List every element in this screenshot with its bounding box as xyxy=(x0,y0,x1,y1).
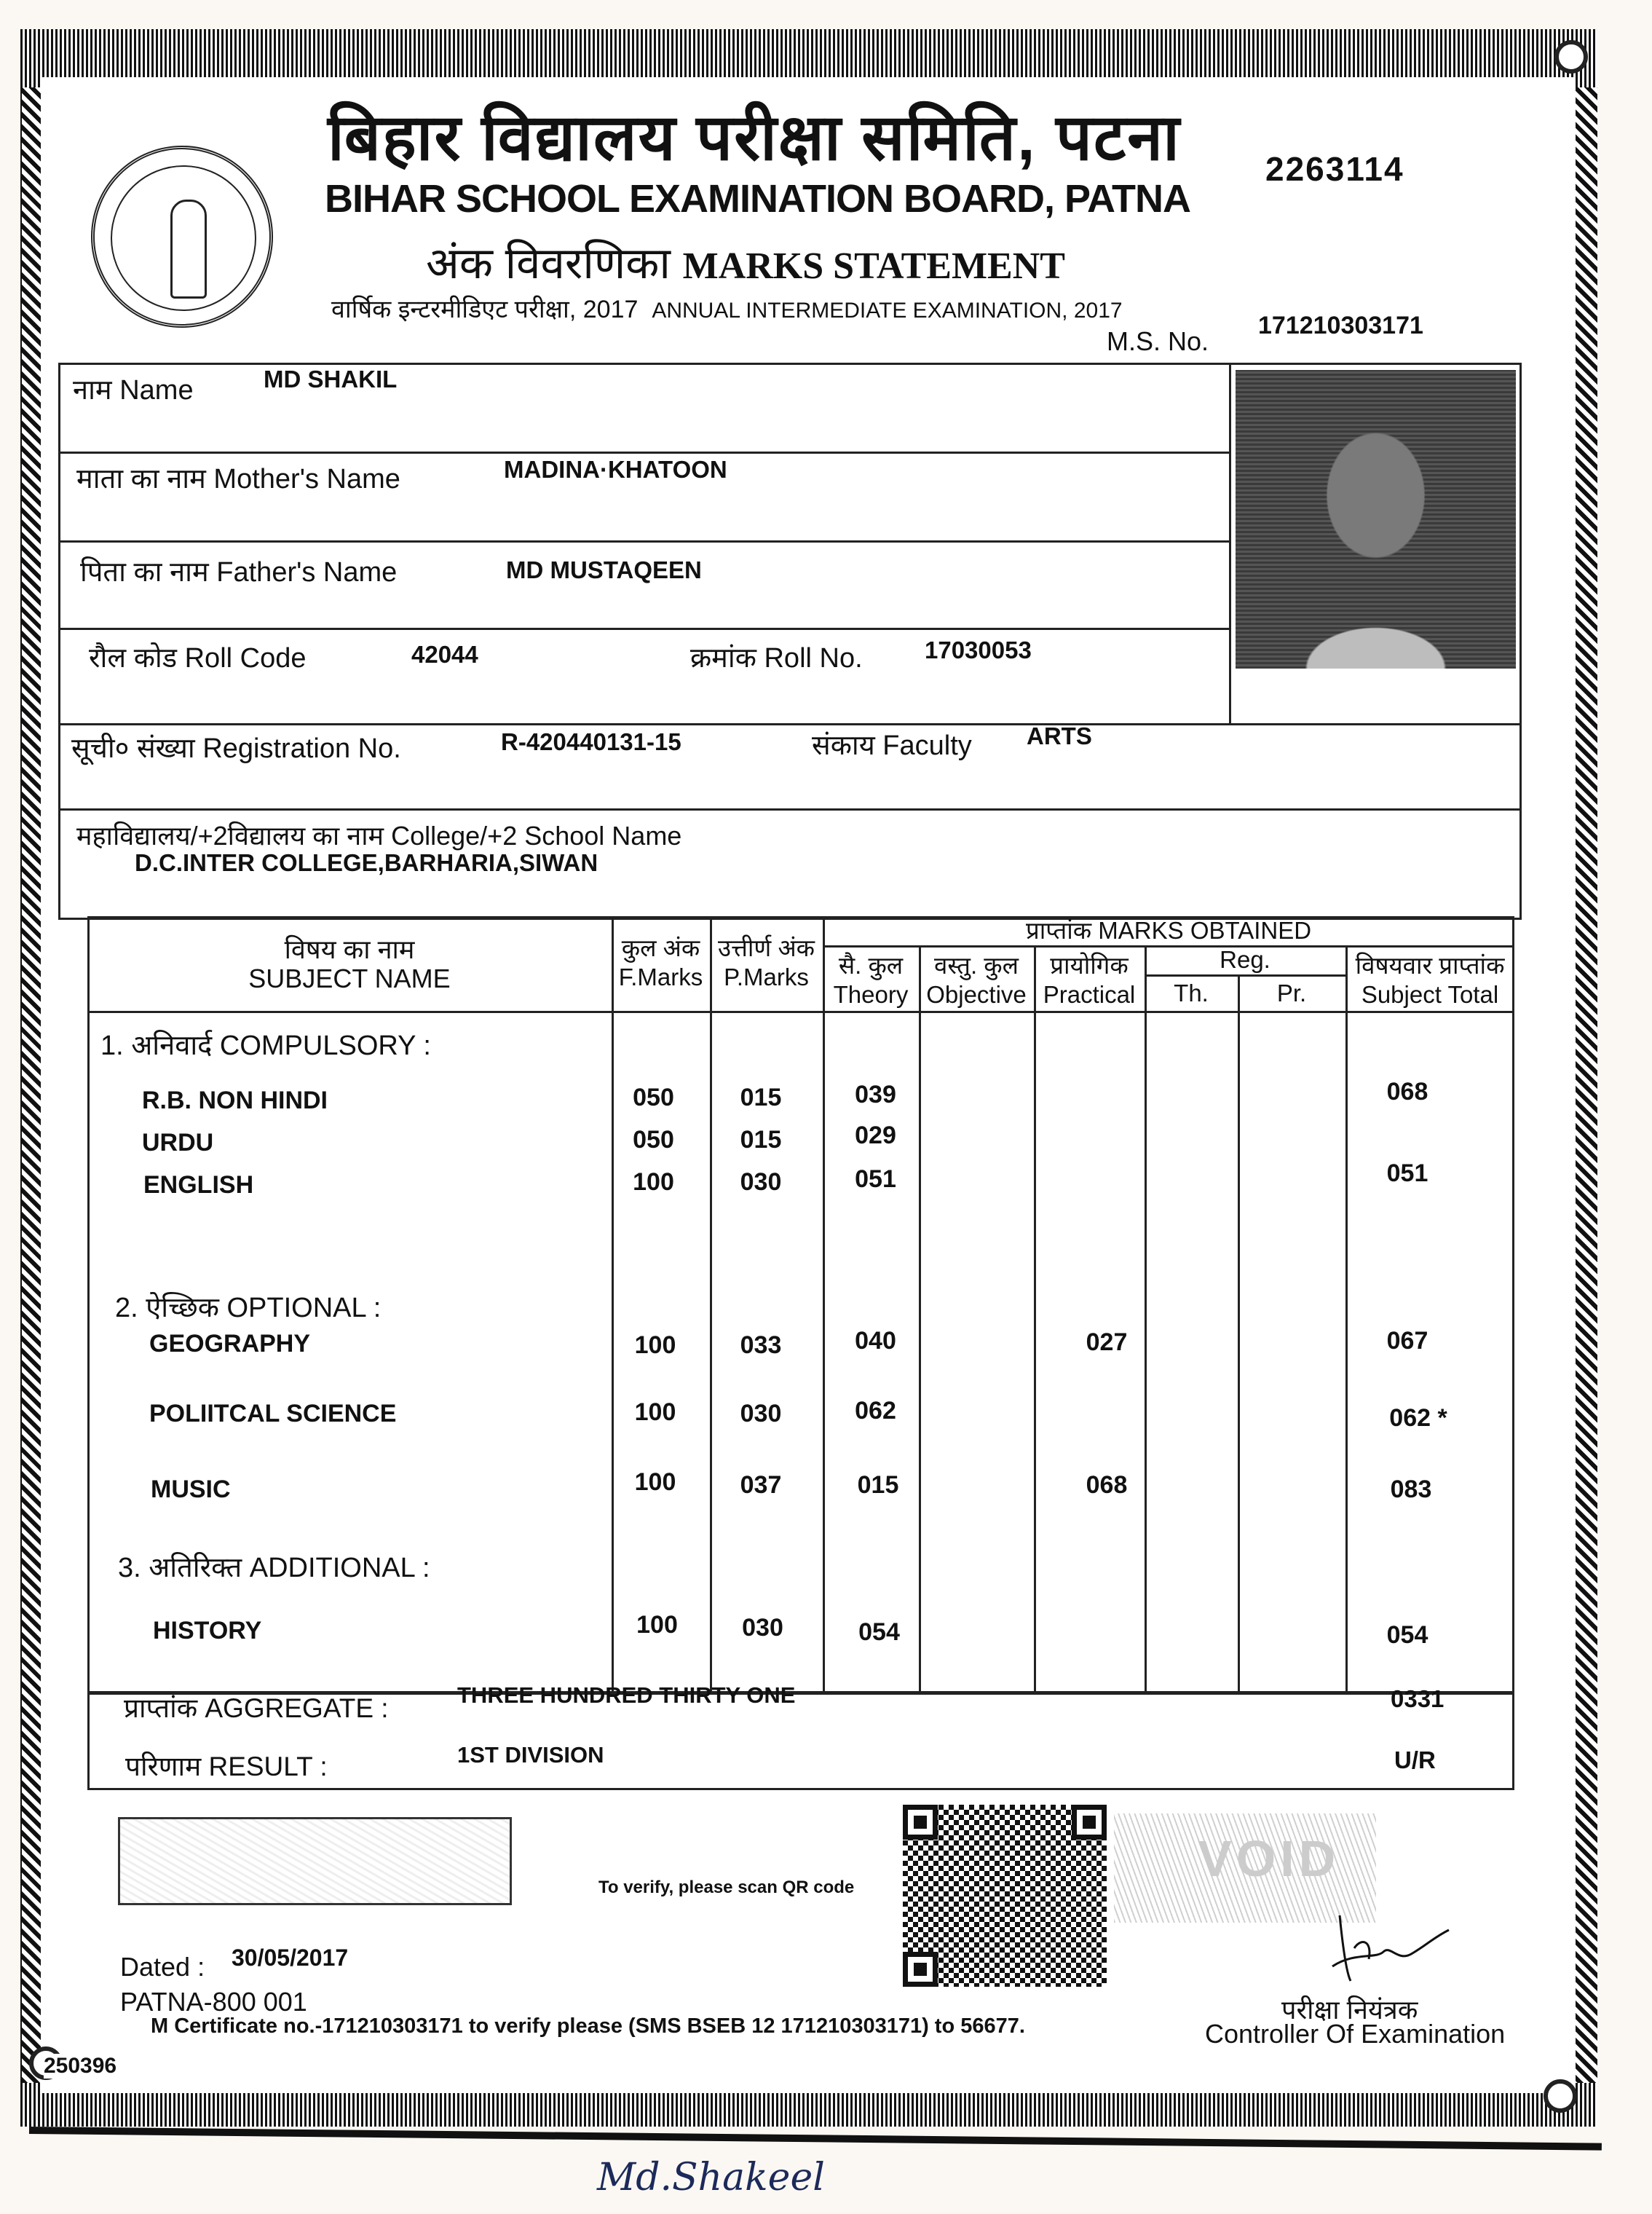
exam-name xyxy=(331,291,1123,325)
qr-finder xyxy=(903,1805,938,1840)
result-division: 1ST DIVISION xyxy=(457,1742,604,1768)
col-divider xyxy=(919,945,921,1693)
page-edge-rule xyxy=(29,2127,1602,2151)
divider xyxy=(58,723,1522,725)
theory-marks: 015 xyxy=(857,1471,899,1499)
practical-marks: 027 xyxy=(1086,1328,1128,1356)
subject-name: POLIITCAL SCIENCE xyxy=(149,1400,397,1427)
reg-divider xyxy=(1145,974,1345,977)
result-code: U/R xyxy=(1394,1746,1436,1773)
practical-marks: 068 xyxy=(1086,1471,1128,1499)
exam-hindi: वार्षिक इन्टरमीडिएट परीक्षा, 2017 xyxy=(331,296,639,323)
full-marks: 100 xyxy=(634,1468,676,1496)
full-marks: 050 xyxy=(633,1126,674,1154)
pass-marks: 015 xyxy=(740,1126,782,1154)
registration-no: R-420440131-15 xyxy=(501,728,681,755)
col-divider xyxy=(1238,974,1240,1693)
dated-label: Dated : xyxy=(120,1952,205,1982)
bottom-serial: 250396 xyxy=(44,2054,117,2078)
result-label: परिणाम RESULT : xyxy=(125,1752,328,1781)
subject-total: 054 xyxy=(1386,1621,1428,1649)
sms-verify-text: M Certificate no.-171210303171 to verify please (SMS BSEB 12 171210303171) to 56677. xyxy=(151,2014,1025,2038)
divider xyxy=(1229,363,1231,725)
col-divider xyxy=(1145,945,1147,1693)
document-type xyxy=(426,232,1065,291)
col-divider xyxy=(1034,945,1036,1693)
issue-place: PATNA-800 001 xyxy=(120,1987,307,2017)
roll-code: 42044 xyxy=(411,641,478,668)
college-name: D.C.INTER COLLEGE,BARHARIA,SIWAN xyxy=(135,849,598,876)
theory-marks: 040 xyxy=(855,1327,896,1355)
header-reg: Reg. xyxy=(1220,946,1270,973)
roll-code-label: रौल कोड Roll Code xyxy=(89,643,307,674)
subject-total: 067 xyxy=(1386,1327,1428,1355)
roll-no: 17030053 xyxy=(925,637,1032,663)
pass-marks: 030 xyxy=(740,1400,782,1427)
ms-number: 171210303171 xyxy=(1258,312,1423,339)
faculty-label: संकाय Faculty xyxy=(812,730,972,761)
issue-date: 30/05/2017 xyxy=(232,1945,349,1971)
mother-name: MADINA·KHATOON xyxy=(504,456,727,483)
header-subject-total: विषयवार प्राप्तांक Subject Total xyxy=(1355,952,1505,1008)
theory-marks: 062 xyxy=(855,1397,896,1425)
corner-hole-icon xyxy=(1554,40,1588,74)
subject-name: HISTORY xyxy=(153,1617,262,1644)
border-pattern-left xyxy=(22,87,54,2083)
aggregate-value: 0331 xyxy=(1391,1685,1444,1712)
registration-label: सूची० संख्या Registration No. xyxy=(71,733,401,764)
student-photo xyxy=(1236,370,1516,669)
header-reg-pr: Pr. xyxy=(1276,980,1307,1006)
subject-name: GEOGRAPHY xyxy=(149,1330,311,1358)
header-subject: विषय का नाम SUBJECT NAME xyxy=(248,934,451,993)
roll-no-label: क्रमांक Roll No. xyxy=(690,643,863,674)
theory-marks: 039 xyxy=(855,1081,896,1108)
theory-marks: 051 xyxy=(855,1165,896,1193)
header-fmarks: कुल अंक F.Marks xyxy=(618,934,703,990)
doc-type-english: MARKS STATEMENT xyxy=(682,245,1065,287)
pass-marks: 030 xyxy=(742,1614,783,1642)
col-divider xyxy=(612,916,614,1693)
pass-marks: 037 xyxy=(740,1471,782,1499)
divider xyxy=(58,628,1229,630)
divider xyxy=(58,452,1229,454)
subject-total: 062 * xyxy=(1389,1404,1447,1432)
hologram-stamp-box xyxy=(118,1817,512,1905)
section-optional: 2. ऐच्छिक OPTIONAL : xyxy=(115,1293,382,1323)
mother-name-label: माता का नाम Mother's Name xyxy=(76,464,400,495)
subject-total: 068 xyxy=(1386,1078,1428,1106)
col-divider xyxy=(1345,945,1348,1693)
full-marks: 100 xyxy=(636,1611,678,1639)
qr-code-icon[interactable] xyxy=(903,1805,1107,1987)
theory-marks: 029 xyxy=(855,1122,896,1149)
board-seal-icon xyxy=(91,146,273,328)
header-marks-obtained: प्राप्तांक MARKS OBTAINED xyxy=(1025,917,1312,944)
corner-hole-icon xyxy=(1544,2079,1577,2113)
controller-title-english: Controller Of Examination xyxy=(1205,2019,1506,2049)
border-pattern-right xyxy=(1565,87,1597,2083)
exam-english: ANNUAL INTERMEDIATE EXAMINATION, 2017 xyxy=(652,299,1123,323)
subject-total: 051 xyxy=(1386,1159,1428,1187)
serial-number: 2263114 xyxy=(1265,150,1404,188)
father-name: MD MUSTAQEEN xyxy=(506,556,702,583)
subject-total: 083 xyxy=(1390,1476,1432,1503)
handwritten-signature: Md.Shakeel xyxy=(597,2156,825,2199)
divider xyxy=(58,540,1229,543)
aggregate-label: प्राप्तांक AGGREGATE : xyxy=(124,1693,389,1723)
pass-marks: 015 xyxy=(740,1084,782,1111)
full-marks: 100 xyxy=(634,1331,676,1359)
theory-marks: 054 xyxy=(858,1618,900,1646)
father-name-label: पिता का नाम Father's Name xyxy=(80,557,398,588)
title-hindi: बिहार विद्यालय परीक्षा समिति, पटना xyxy=(328,101,1181,173)
subject-name: ENGLISH xyxy=(143,1171,254,1199)
verify-qr-text: To verify, please scan QR code xyxy=(598,1878,855,1897)
name-label: नाम Name xyxy=(73,375,194,406)
qr-finder xyxy=(903,1952,938,1987)
aggregate-words: THREE HUNDRED THIRTY ONE xyxy=(457,1682,796,1708)
doc-type-hindi: अंक विवरणिका xyxy=(426,239,671,288)
header-pmarks: उत्तीर्ण अंक P.Marks xyxy=(717,934,815,990)
college-label: महाविद्यालय/+2विद्यालय का नाम College/+2 School Name xyxy=(76,821,682,851)
full-marks: 050 xyxy=(633,1084,674,1111)
header-objective: वस्तु. कुल Objective xyxy=(926,952,1027,1008)
pass-marks: 030 xyxy=(740,1168,782,1196)
faculty: ARTS xyxy=(1027,722,1092,749)
subject-name: URDU xyxy=(142,1129,214,1157)
header-theory: सै. कुल Theory xyxy=(833,952,909,1008)
student-name: MD SHAKIL xyxy=(264,366,398,393)
subject-name: R.B. NON HINDI xyxy=(142,1087,328,1114)
col-divider xyxy=(710,916,712,1693)
subject-name: MUSIC xyxy=(151,1476,231,1503)
full-marks: 100 xyxy=(633,1168,674,1196)
divider xyxy=(58,808,1522,811)
full-marks: 100 xyxy=(634,1398,676,1426)
title-english: BIHAR SCHOOL EXAMINATION BOARD, PATNA xyxy=(325,177,1190,221)
controller-title-hindi: परीक्षा नियंत्रक xyxy=(1281,1995,1418,2025)
qr-finder xyxy=(1072,1805,1107,1840)
table-header-divider xyxy=(87,1011,1514,1013)
col-divider xyxy=(823,916,825,1693)
header-reg-th: Th. xyxy=(1174,980,1209,1006)
section-compulsory: 1. अनिवार्द COMPULSORY : xyxy=(100,1031,431,1061)
void-watermark-text: VOID xyxy=(1198,1830,1340,1887)
controller-signature-icon xyxy=(1311,1908,1456,1988)
ms-number-label: M.S. No. xyxy=(1107,326,1209,356)
pass-marks: 033 xyxy=(740,1331,782,1359)
section-additional: 3. अतिरिक्त ADDITIONAL : xyxy=(118,1553,430,1583)
header-practical: प्रायोगिक Practical xyxy=(1043,952,1136,1008)
